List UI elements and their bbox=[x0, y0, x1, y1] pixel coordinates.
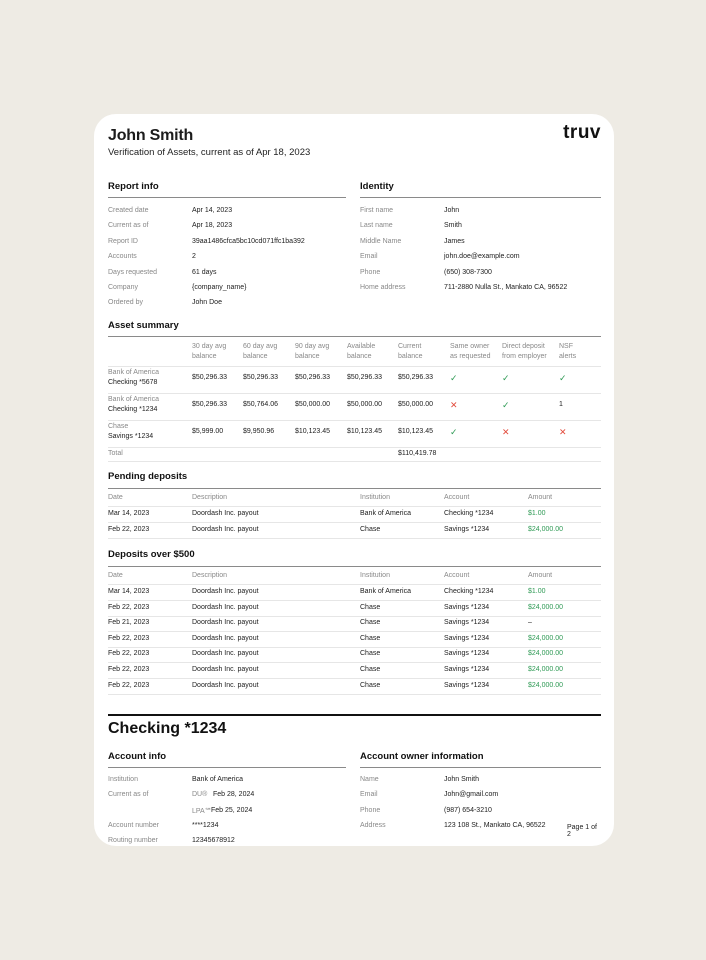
deposits-over-500-date: Mar 14, 2023 bbox=[108, 588, 150, 595]
du-date: Feb 28, 2024 bbox=[213, 791, 255, 798]
row-divider bbox=[108, 584, 601, 585]
section-divider bbox=[108, 767, 346, 768]
check-icon: ✓ bbox=[559, 373, 567, 383]
pending-deposits-header: Account bbox=[444, 494, 470, 501]
cross-icon: ✕ bbox=[502, 427, 510, 437]
deposits-over-500-date: Feb 21, 2023 bbox=[108, 619, 150, 627]
deposits-over-500-date: Feb 22, 2023 bbox=[108, 634, 150, 642]
section-divider bbox=[108, 197, 346, 198]
lpa-date: Feb 25, 2024 bbox=[211, 807, 253, 814]
deposits-over-500-institution: Chase bbox=[360, 634, 381, 642]
report-info-value: Apr 14, 2023 bbox=[192, 207, 233, 214]
deposits-over-500-description: Doordash Inc. payout bbox=[192, 588, 259, 595]
report-info-value: 61 days bbox=[192, 268, 217, 276]
deposits-over-500-header: Institution bbox=[360, 572, 390, 579]
page-number: Page 1 of 2 bbox=[567, 824, 597, 838]
asset-summary-header: Direct deposit from employer bbox=[502, 343, 547, 360]
asset-summary-header: 30 day avg balance bbox=[192, 343, 227, 360]
pending-deposits-date: Feb 22, 2023 bbox=[108, 525, 150, 533]
report-info-label: Days requested bbox=[108, 268, 158, 276]
deposits-over-500-description: Doordash Inc. payout bbox=[192, 681, 259, 689]
identity-label: Middle Name bbox=[360, 237, 402, 245]
row-divider bbox=[108, 393, 601, 394]
asset-balance-value: $10,123.45 bbox=[398, 428, 434, 435]
row-divider bbox=[108, 522, 601, 523]
row-divider bbox=[108, 647, 601, 648]
asset-total-value: $110,419.78 bbox=[398, 450, 437, 457]
pending-deposits-institution: Chase bbox=[360, 525, 381, 533]
asset-balance-value: $50,764.06 bbox=[243, 401, 279, 408]
report-info-value: Apr 18, 2023 bbox=[192, 222, 233, 230]
deposits-over-500-institution: Chase bbox=[360, 619, 381, 627]
section-divider bbox=[360, 767, 601, 768]
page-subtitle: Verification of Assets, current as of Apr 18, 2023 bbox=[108, 147, 311, 158]
pending-deposits-account: Checking *1234 bbox=[444, 510, 494, 517]
row-divider bbox=[108, 538, 601, 539]
pending-deposits-description: Doordash Inc. payout bbox=[192, 510, 259, 517]
deposits-over-500-account: Savings *1234 bbox=[444, 619, 490, 627]
deposits-over-500-date: Feb 22, 2023 bbox=[108, 603, 150, 611]
report-info-value: 2 bbox=[192, 253, 196, 261]
deposits-over-500-institution: Chase bbox=[360, 666, 381, 673]
deposits-over-500-header: Account bbox=[444, 572, 470, 579]
deposits-over-500-date: Feb 22, 2023 bbox=[108, 681, 150, 689]
section-title-report-info: Report info bbox=[108, 181, 159, 192]
asset-total-label: Total bbox=[108, 450, 123, 457]
account-info-value: Bank of America bbox=[192, 776, 243, 783]
deposits-over-500-institution: Chase bbox=[360, 681, 381, 689]
asset-balance-value: $50,296.33 bbox=[398, 374, 434, 381]
identity-value: (650) 308-7300 bbox=[444, 268, 492, 276]
deposits-over-500-account: Savings *1234 bbox=[444, 603, 490, 611]
lpa-label: LPA℠ bbox=[192, 808, 212, 815]
asset-account-name: Bank of America Checking *5678 bbox=[108, 369, 159, 386]
report-info-label: Created date bbox=[108, 207, 149, 214]
deposits-over-500-institution: Chase bbox=[360, 603, 381, 611]
asset-summary-header: Current balance bbox=[398, 343, 423, 360]
report-info-value: John Doe bbox=[192, 299, 222, 307]
report-info-label: Accounts bbox=[108, 253, 137, 261]
account-number-value: ****1234 bbox=[192, 822, 219, 829]
routing-number-value: 12345678912 bbox=[192, 837, 235, 844]
asset-summary-header: Available balance bbox=[347, 343, 376, 360]
account-info-label: Routing number bbox=[108, 837, 158, 844]
owner-info-label: Address bbox=[360, 822, 386, 830]
identity-label: Last name bbox=[360, 222, 393, 230]
asset-summary-header: 60 day avg balance bbox=[243, 343, 278, 360]
section-title-deposits-over-500: Deposits over $500 bbox=[108, 549, 195, 560]
section-title-account-owner: Account owner information bbox=[360, 751, 484, 762]
deposits-over-500-amount: $24,000.00 bbox=[528, 666, 564, 673]
cross-icon: ✕ bbox=[450, 400, 458, 410]
asset-balance-value: $5,999.00 bbox=[192, 428, 224, 435]
deposits-over-500-account: Savings *1234 bbox=[444, 681, 490, 689]
report-info-value: {company_name} bbox=[192, 284, 247, 291]
section-title-identity: Identity bbox=[360, 181, 394, 192]
identity-value: 711-2880 Nulla St., Mankato CA, 96522 bbox=[444, 284, 568, 291]
owner-info-label: Email bbox=[360, 791, 378, 799]
asset-account-name: Chase Savings *1234 bbox=[108, 423, 154, 440]
report-info-label: Ordered by bbox=[108, 299, 144, 307]
identity-label: Email bbox=[360, 253, 378, 261]
asset-account-name: Bank of America Checking *1234 bbox=[108, 396, 159, 413]
asset-balance-value: $10,123.45 bbox=[295, 428, 331, 435]
identity-label: Home address bbox=[360, 284, 406, 291]
identity-value: John bbox=[444, 207, 460, 214]
asset-balance-value: $50,296.33 bbox=[192, 401, 228, 408]
row-divider bbox=[108, 420, 601, 421]
asset-balance-value: $50,296.33 bbox=[192, 374, 228, 381]
report-info-label: Current as of bbox=[108, 222, 149, 230]
deposits-over-500-header: Amount bbox=[528, 572, 553, 579]
identity-value: James bbox=[444, 237, 465, 245]
heavy-divider bbox=[108, 714, 601, 716]
section-title-checking: Checking *1234 bbox=[108, 720, 227, 737]
row-divider bbox=[108, 447, 601, 448]
owner-info-value: 123 108 St., Mankato CA, 96522 bbox=[444, 822, 546, 830]
asset-summary-header: 90 day avg balance bbox=[295, 343, 330, 360]
asset-summary-header: Same owner as requested bbox=[450, 343, 491, 360]
report-info-label: Report ID bbox=[108, 237, 138, 245]
asset-balance-value: $50,296.33 bbox=[347, 374, 383, 381]
row-divider bbox=[108, 662, 601, 663]
deposits-over-500-account: Savings *1234 bbox=[444, 666, 490, 673]
check-icon: ✓ bbox=[450, 373, 458, 383]
row-divider bbox=[108, 600, 601, 601]
identity-label: Phone bbox=[360, 268, 381, 276]
pending-deposits-amount: $24,000.00 bbox=[528, 525, 564, 533]
row-divider bbox=[108, 506, 601, 507]
deposits-over-500-date: Feb 22, 2023 bbox=[108, 666, 150, 673]
deposits-over-500-header: Date bbox=[108, 572, 123, 579]
deposits-over-500-header: Description bbox=[192, 572, 228, 579]
row-divider bbox=[108, 678, 601, 679]
pending-deposits-amount: $1.00 bbox=[528, 510, 546, 517]
owner-info-value: (987) 654-3210 bbox=[444, 806, 492, 814]
owner-info-label: Name bbox=[360, 776, 379, 783]
pending-deposits-header: Date bbox=[108, 494, 123, 501]
asset-balance-value: $50,296.33 bbox=[295, 374, 331, 381]
truv-logo: truv bbox=[563, 122, 601, 143]
owner-info-value: John@gmail.com bbox=[444, 791, 499, 799]
row-divider bbox=[108, 694, 601, 695]
deposits-over-500-amount: – bbox=[528, 619, 532, 627]
deposits-over-500-amount: $24,000.00 bbox=[528, 650, 564, 658]
pending-deposits-institution: Bank of America bbox=[360, 510, 411, 517]
asset-balance-value: $9,950.96 bbox=[243, 428, 275, 435]
report-info-label: Company bbox=[108, 284, 138, 291]
deposits-over-500-amount: $1.00 bbox=[528, 588, 546, 595]
report-page bbox=[94, 114, 614, 846]
section-title-asset-summary: Asset summary bbox=[108, 320, 179, 331]
check-icon: ✓ bbox=[502, 400, 510, 410]
pending-deposits-description: Doordash Inc. payout bbox=[192, 525, 259, 533]
deposits-over-500-description: Doordash Inc. payout bbox=[192, 650, 259, 658]
pending-deposits-header: Amount bbox=[528, 494, 553, 501]
deposits-over-500-amount: $24,000.00 bbox=[528, 681, 564, 689]
deposits-over-500-amount: $24,000.00 bbox=[528, 603, 564, 611]
section-divider bbox=[108, 488, 601, 489]
owner-info-label: Phone bbox=[360, 806, 381, 814]
pending-deposits-header: Description bbox=[192, 494, 228, 501]
pending-deposits-account: Savings *1234 bbox=[444, 525, 490, 533]
deposits-over-500-account: Savings *1234 bbox=[444, 650, 490, 658]
asset-balance-value: $50,000.00 bbox=[295, 401, 331, 408]
deposits-over-500-institution: Chase bbox=[360, 650, 381, 658]
pending-deposits-date: Mar 14, 2023 bbox=[108, 510, 150, 517]
pending-deposits-header: Institution bbox=[360, 494, 390, 501]
owner-info-value: John Smith bbox=[444, 776, 480, 783]
check-icon: ✓ bbox=[450, 427, 458, 437]
du-label: DU® bbox=[192, 791, 208, 798]
identity-label: First name bbox=[360, 207, 394, 214]
asset-summary-header: NSF alerts bbox=[559, 343, 577, 360]
cross-icon: ✕ bbox=[559, 427, 567, 437]
deposits-over-500-description: Doordash Inc. payout bbox=[192, 603, 259, 611]
row-divider bbox=[108, 631, 601, 632]
row-divider bbox=[108, 366, 601, 367]
section-divider bbox=[360, 197, 601, 198]
section-divider bbox=[108, 336, 601, 337]
asset-balance-value: $10,123.45 bbox=[347, 428, 383, 435]
section-title-pending-deposits: Pending deposits bbox=[108, 471, 188, 482]
deposits-over-500-description: Doordash Inc. payout bbox=[192, 666, 259, 673]
deposits-over-500-description: Doordash Inc. payout bbox=[192, 619, 259, 627]
account-info-label: Current as of bbox=[108, 791, 149, 798]
deposits-over-500-amount: $24,000.00 bbox=[528, 634, 564, 642]
check-icon: ✓ bbox=[502, 373, 510, 383]
account-info-label: Institution bbox=[108, 776, 138, 783]
asset-balance-value: $50,296.33 bbox=[243, 374, 279, 381]
deposits-over-500-institution: Bank of America bbox=[360, 588, 411, 595]
deposits-over-500-date: Feb 22, 2023 bbox=[108, 650, 150, 658]
nsf-count: 1 bbox=[559, 401, 563, 408]
section-divider bbox=[108, 566, 601, 567]
page-title: John Smith bbox=[108, 127, 194, 144]
row-divider bbox=[108, 616, 601, 617]
deposits-over-500-description: Doordash Inc. payout bbox=[192, 634, 259, 642]
account-info-label: Account number bbox=[108, 822, 159, 829]
asset-balance-value: $50,000.00 bbox=[398, 401, 434, 408]
asset-balance-value: $50,000.00 bbox=[347, 401, 383, 408]
report-info-value: 39aa1486cfca5bc10cd071ffc1ba392 bbox=[192, 237, 305, 245]
deposits-over-500-account: Checking *1234 bbox=[444, 588, 494, 595]
deposits-over-500-account: Savings *1234 bbox=[444, 634, 490, 642]
row-divider bbox=[108, 461, 601, 462]
identity-value: Smith bbox=[444, 222, 462, 230]
identity-value: john.doe@example.com bbox=[444, 253, 520, 261]
section-title-account-info: Account info bbox=[108, 751, 167, 762]
